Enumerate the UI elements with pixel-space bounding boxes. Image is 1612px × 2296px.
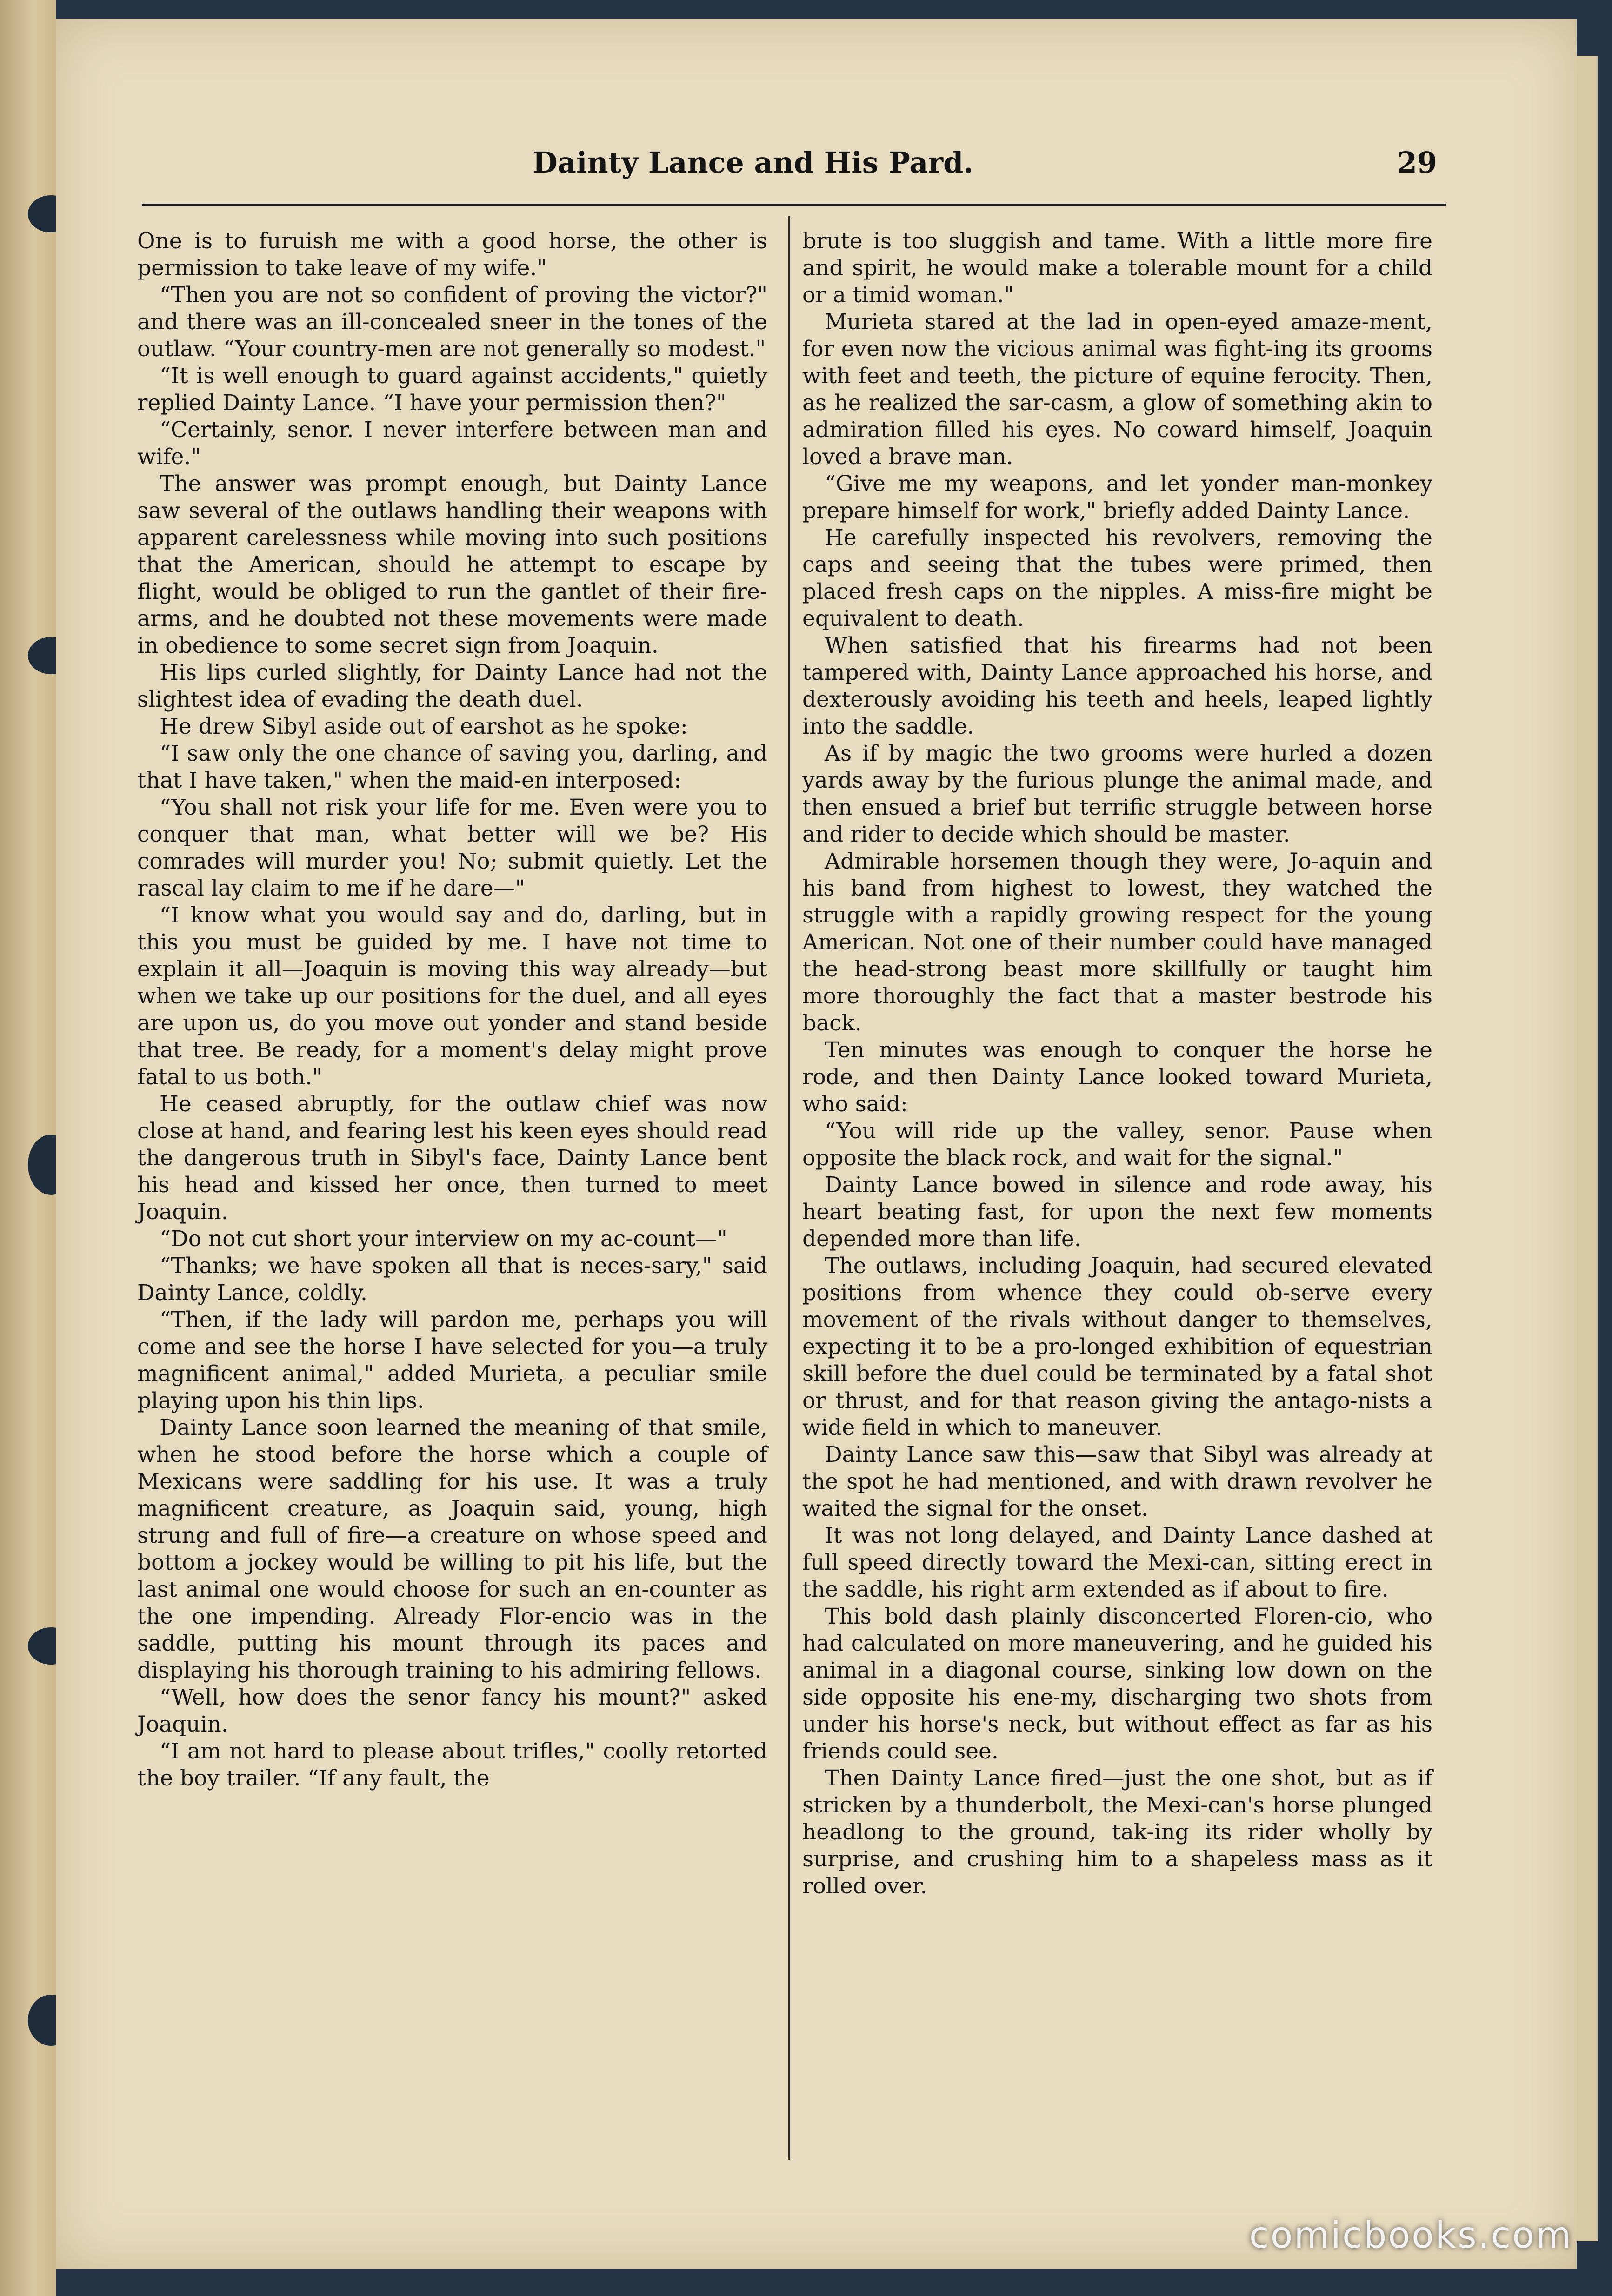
paragraph: “Thanks; we have spoken all that is neces-sary," said Dainty Lance, coldly. [137, 1253, 767, 1306]
paragraph: This bold dash plainly disconcerted Floren-cio, who had calculated on more maneuvering, and he guided his animal in a diagonal course, sinking low down on the side opposite his ene-my, discharging two shots from under his horse's neck, but without effect as far as his friends could see. [802, 1604, 1432, 1764]
paragraph: “Well, how does the senor fancy his mount?" asked Joaquin. [137, 1685, 767, 1737]
column-divider [788, 216, 790, 2160]
paragraph: As if by magic the two grooms were hurled a dozen yards away by the furious plunge the animal made, and then ensued a brief but terrific struggle between horse and rider to decide which should be master. [802, 741, 1432, 847]
paragraph: He drew Sibyl aside out of earshot as he spoke: [160, 714, 688, 739]
paragraph: Dainty Lance saw this—saw that Sibyl was already at the spot he had mentioned, and with drawn revolver he waited the signal for the onset. [802, 1442, 1432, 1521]
paragraph: When satisfied that his firearms had not been tampered with, Dainty Lance approached his horse, and dexterously avoiding his teeth and heels, leaped lightly into the saddle. [802, 633, 1432, 739]
paragraph: “Then, if the lady will pardon me, perhaps you will come and see the horse I have selected for you—a truly magnificent animal," added Murieta, a peculiar smile playing upon his thin lips. [137, 1307, 767, 1413]
paragraph: One is to furuish me with a good horse, the other is permission to take leave of my wife." [137, 228, 767, 281]
paragraph: Then Dainty Lance fired—just the one shot, but as if stricken by a thunderbolt, the Mexi-can's horse plunged headlong to the ground, tak-ing its rider wholly by surprise, and crushing him to a shapeless mass as it rolled over. [802, 1765, 1432, 1899]
paragraph: Ten minutes was enough to conquer the horse he rode, and then Dainty Lance looked toward Murieta, who said: [802, 1037, 1432, 1117]
paragraph: He carefully inspected his revolvers, removing the caps and seeing that the tubes were primed, then placed fresh caps on the nipples. A miss-fire might be equivalent to death. [802, 525, 1432, 631]
running-header [88, 135, 1437, 191]
paragraph: His lips curled slightly, for Dainty Lance had not the slightest idea of evading the death duel. [137, 660, 767, 712]
left-column [137, 228, 767, 1792]
paragraph: It was not long delayed, and Dainty Lance dashed at full speed directly toward the Mexi-can, sitting erect in the saddle, his right arm extended as if about to fire. [802, 1523, 1432, 1602]
paragraph: The answer was prompt enough, but Dainty Lance saw several of the outlaws handling their weapons with apparent carelessness while moving into such positions that the American, should he attempt to escape by flight, would be obliged to run the gantlet of their fire-arms, and he doubted not these movements were made in obedience to some secret sign from Joaquin. [137, 471, 767, 658]
page-edge [1577, 56, 1598, 2241]
paragraph: “You will ride up the valley, senor. Pause when opposite the black rock, and wait for the signal." [802, 1118, 1432, 1171]
paragraph: The outlaws, including Joaquin, had secured elevated positions from whence they could ob-serve every movement of the rivals without danger to themselves, expecting it to be a pro-longed exhibition of equestrian skill before the duel could be terminated by a fatal shot or thrust, and for that reason giving the antago-nists a wide field in which to maneuver. [802, 1253, 1432, 1440]
paragraph: “You shall not risk your life for me. Even were you to conquer that man, what better will we be? His comrades will murder you! No; submit quietly. Let the rascal lay claim to me if he dare—" [137, 795, 767, 901]
paragraph: “I know what you would say and do, darling, but in this you must be guided by me. I have not time to explain it all—Joaquin is moving this way already—but when we take up our positions for the duel, and all eyes are upon us, do you move out yonder and stand beside that tree. Be ready, for a moment's delay might prove fatal to us both." [137, 902, 767, 1090]
paragraph: Murieta stared at the lad in open-eyed amaze-ment, for even now the vicious animal was fight-ing its grooms with feet and teeth, the picture of equine ferocity. Then, as he realized the sar-casm, a glow of something akin to admiration filled his eyes. No coward himself, Joaquin loved a brave man. [802, 309, 1432, 470]
running-title: Dainty Lance and His Pard. [533, 146, 973, 179]
paragraph: “Do not cut short your interview on my ac-count—" [160, 1226, 727, 1252]
paragraph: “Certainly, senor. I never interfere between man and wife." [137, 417, 767, 470]
page-number: 29 [1397, 146, 1437, 179]
right-column [802, 228, 1432, 1900]
paragraph: “Give me my weapons, and let yonder man-monkey prepare himself for work," briefly added Dainty Lance. [802, 471, 1432, 524]
watermark: comicbooks.com [1249, 2215, 1572, 2256]
paragraph: “It is well enough to guard against accidents," quietly replied Dainty Lance. “I have your permission then?" [137, 363, 767, 416]
paragraph: “Then you are not so confident of proving the victor?" and there was an ill-concealed sneer in the tones of the outlaw. “Your country-men are not generally so modest." [137, 282, 767, 362]
header-rule [142, 204, 1446, 206]
paragraph: He ceased abruptly, for the outlaw chief was now close at hand, and fearing lest his keen eyes should read the dangerous truth in Sibyl's face, Dainty Lance bent his head and kissed her once, then turned to meet Joaquin. [137, 1091, 767, 1225]
paragraph: brute is too sluggish and tame. With a little more fire and spirit, he would make a tolerable mount for a child or a timid woman." [802, 228, 1432, 308]
paragraph: “I am not hard to please about trifles," coolly retorted the boy trailer. “If any fault, the [137, 1739, 767, 1791]
paragraph: Dainty Lance bowed in silence and rode away, his heart beating fast, for upon the next few moments depended more than life. [802, 1172, 1432, 1252]
paragraph: Admirable horsemen though they were, Jo-aquin and his band from highest to lowest, they watched the struggle with a rapidly growing respect for the young American. Not one of their number could have managed the head-strong beast more skillfully or taught him more thoroughly the fact that a master bestrode his back. [802, 849, 1432, 1036]
paragraph: “I saw only the one chance of saving you, darling, and that I have taken," when the maid-en interposed: [137, 741, 767, 793]
paragraph: Dainty Lance soon learned the meaning of that smile, when he stood before the horse which a couple of Mexicans were saddling for his use. It was a truly magnificent creature, as Joaquin said, young, high strung and full of fire—a creature on whose speed and bottom a jockey would be willing to pit his life, but the last animal one would choose for such an en-counter as the one impending. Already Flor-encio was in the saddle, putting his mount through its paces and displaying his thorough training to his admiring fellows. [137, 1415, 767, 1683]
